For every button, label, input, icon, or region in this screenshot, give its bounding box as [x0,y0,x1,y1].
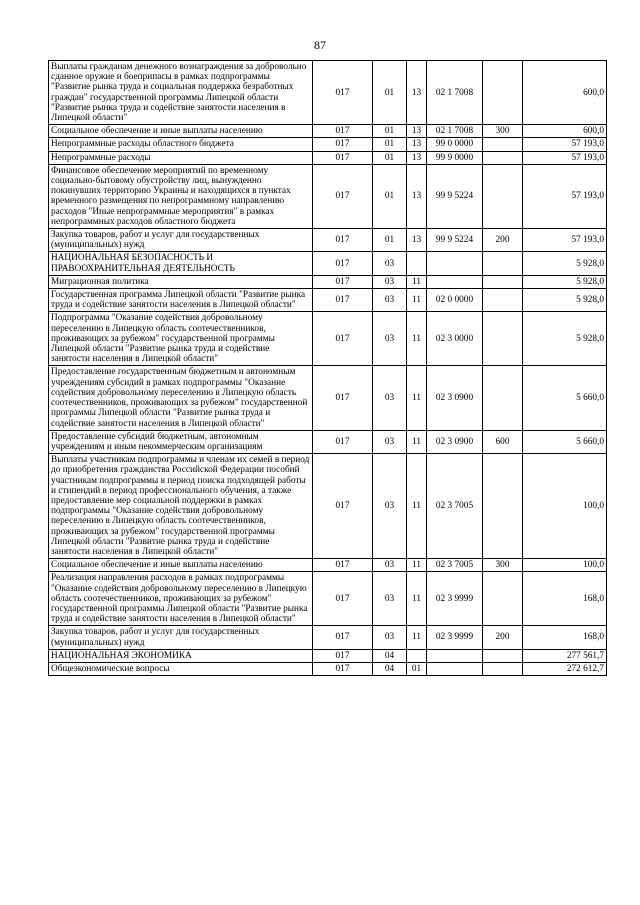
table-row [49,229,607,252]
row-amount: 100,0 [523,559,607,572]
table-row [49,138,607,151]
row-name: Социальное обеспечение и иные выплаты населению [49,125,313,138]
table-row [49,626,607,649]
budget-table [48,60,607,676]
row-pr: 11 [407,289,427,312]
row-amount: 5 928,0 [523,289,607,312]
row-ved: 017 [313,289,373,312]
row-name: НАЦИОНАЛЬНАЯ БЕЗОПАСНОСТЬ И ПРАВООХРАНИТЕЛЬНАЯ ДЕЯТЕЛЬНОСТЬ [49,252,313,275]
row-name: Выплаты гражданам денежного вознаграждения за добровольно сданное оружие и боеприпасы в рамках подпрограммы "Развитие рынка труда и социальная поддержка безработных граждан" государственной программы Липецкой области "Развитие рынка труда и содействие занятости населения в Липецкой области" [49,61,313,125]
row-rz: 03 [373,454,407,559]
row-name: Государственная программа Липецкой области "Развитие рынка труда и содействие занятости населения в Липецкой области" [49,289,313,312]
row-amount: 5 660,0 [523,366,607,430]
row-vr [483,164,523,228]
row-csr [427,252,483,275]
row-amount: 5 928,0 [523,312,607,366]
row-csr: 02 0 0000 [427,289,483,312]
row-pr: 13 [407,125,427,138]
row-name: Предоставление субсидий бюджетным, автономным учреждениям и иным некоммерческим организациям [49,430,313,453]
row-pr: 11 [407,366,427,430]
row-ved: 017 [313,252,373,275]
table-row [49,572,607,626]
row-vr: 200 [483,229,523,252]
row-rz: 03 [373,275,407,288]
row-csr: 02 3 0000 [427,312,483,366]
table-row [49,366,607,430]
row-csr: 02 3 7005 [427,454,483,559]
row-ved: 017 [313,125,373,138]
row-amount: 5 928,0 [523,275,607,288]
row-name: Непрограммные расходы [49,151,313,164]
row-pr: 01 [407,662,427,675]
row-ved: 017 [313,572,373,626]
row-pr: 13 [407,164,427,228]
row-ved: 017 [313,454,373,559]
row-csr: 02 1 7008 [427,125,483,138]
row-vr: 300 [483,559,523,572]
row-vr [483,289,523,312]
row-ved: 017 [313,430,373,453]
row-csr: 02 1 7008 [427,61,483,125]
table-row [49,125,607,138]
row-pr: 13 [407,151,427,164]
row-rz: 03 [373,312,407,366]
table-row [49,649,607,662]
table-row [49,454,607,559]
row-vr [483,366,523,430]
row-pr: 13 [407,229,427,252]
row-pr: 11 [407,626,427,649]
row-rz: 03 [373,252,407,275]
row-ved: 017 [313,138,373,151]
row-amount: 5 928,0 [523,252,607,275]
row-vr [483,61,523,125]
row-csr [427,662,483,675]
row-rz: 01 [373,125,407,138]
row-rz: 01 [373,138,407,151]
row-pr [407,252,427,275]
row-ved: 017 [313,151,373,164]
row-csr: 02 3 7005 [427,559,483,572]
row-rz: 01 [373,229,407,252]
table-row [49,252,607,275]
row-pr: 11 [407,572,427,626]
row-name: Выплаты участникам подпрограммы и членам их семей в период до приобретения гражданства Российской Федерации пособий участникам подпрограммы в период поиска подходящей работы и стипендий в период профессионального обучения, а также предоставление мер социальной поддержки в рамках подпрограммы "Оказание содействия добровольному переселению в Липецкую область соотечественников, проживающих за рубежом" государственной программы Липецкой области "Развитие рынка труда и содействие занятости населения в Липецкой области" [49,454,313,559]
row-rz: 04 [373,649,407,662]
row-ved: 017 [313,366,373,430]
row-rz: 01 [373,151,407,164]
row-amount: 5 660,0 [523,430,607,453]
table-row [49,151,607,164]
row-vr [483,312,523,366]
row-ved: 017 [313,626,373,649]
row-csr: 99 0 0000 [427,138,483,151]
row-pr: 13 [407,61,427,125]
row-vr [483,662,523,675]
row-name: Непрограммные расходы областного бюджета [49,138,313,151]
row-amount: 57 193,0 [523,229,607,252]
row-name: Финансовое обеспечение мероприятий по временному социально-бытовому обустройству лиц, вынужденно покинувших территорию Украины и находящихся в пунктах временного размещения по непрограммному направлению расходов "Иные непрограммные мероприятия" в рамках непрограммных расходов областного бюджета [49,164,313,228]
row-pr: 11 [407,312,427,366]
row-amount: 100,0 [523,454,607,559]
row-ved: 017 [313,164,373,228]
table-row [49,559,607,572]
row-vr: 600 [483,430,523,453]
row-name: Реализация направления расходов в рамках подпрограммы "Оказание содействия добровольному переселению в Липецкую область соотечественников, проживающих за рубежом" государственной программы Липецкой области "Развитие рынка труда и содействие занятости населения в Липецкой области" [49,572,313,626]
row-ved: 017 [313,229,373,252]
row-vr [483,454,523,559]
row-amount: 600,0 [523,61,607,125]
row-csr [427,649,483,662]
row-amount: 57 193,0 [523,151,607,164]
table-row [49,61,607,125]
row-rz: 01 [373,61,407,125]
row-amount: 57 193,0 [523,164,607,228]
row-amount: 272 612,7 [523,662,607,675]
row-name: Предоставление государственным бюджетным и автономным учреждениям субсидий в рамках подпрограммы "Оказание содействия добровольному переселению в Липецкую область соотечественников, проживающих за рубежом" государственной программы Липецкой области "Развитие рынка труда и содействие занятости населения в Липецкой области" [49,366,313,430]
row-name: Социальное обеспечение и иные выплаты населению [49,559,313,572]
row-csr: 02 3 0900 [427,430,483,453]
row-pr: 11 [407,559,427,572]
table-row [49,164,607,228]
row-rz: 04 [373,662,407,675]
row-rz: 03 [373,366,407,430]
row-csr [427,275,483,288]
page-number: 87 [314,38,326,52]
row-vr [483,275,523,288]
row-name: Миграционная политика [49,275,313,288]
row-ved: 017 [313,61,373,125]
row-name: Закупка товаров, работ и услуг для государственных (муниципальных) нужд [49,229,313,252]
row-vr [483,151,523,164]
row-csr: 02 3 9999 [427,626,483,649]
row-csr: 99 9 0000 [427,151,483,164]
table-row [49,289,607,312]
row-vr [483,572,523,626]
row-name: НАЦИОНАЛЬНАЯ ЭКОНОМИКА [49,649,313,662]
table-row [49,275,607,288]
row-amount: 168,0 [523,572,607,626]
row-pr: 11 [407,275,427,288]
row-csr: 02 3 0900 [427,366,483,430]
table-row [49,662,607,675]
row-pr [407,649,427,662]
row-name: Подпрограмма "Оказание содействия добровольному переселению в Липецкую область соотечественников, проживающих за рубежом" государственной программы Липецкой области "Развитие рынка труда и содействие занятости населения в Липецкой области" [49,312,313,366]
row-ved: 017 [313,662,373,675]
row-ved: 017 [313,649,373,662]
row-vr: 300 [483,125,523,138]
row-rz: 03 [373,289,407,312]
row-ved: 017 [313,312,373,366]
row-amount: 57 193,0 [523,138,607,151]
row-rz: 03 [373,626,407,649]
row-vr [483,649,523,662]
row-pr: 11 [407,430,427,453]
row-amount: 600,0 [523,125,607,138]
row-csr: 99 9 5224 [427,229,483,252]
row-vr [483,138,523,151]
row-amount: 277 561,7 [523,649,607,662]
table-row [49,430,607,453]
row-name: Закупка товаров, работ и услуг для государственных (муниципальных) нужд [49,626,313,649]
table-row [49,312,607,366]
row-ved: 017 [313,559,373,572]
row-rz: 03 [373,572,407,626]
row-csr: 02 3 9999 [427,572,483,626]
row-amount: 168,0 [523,626,607,649]
row-ved: 017 [313,275,373,288]
row-rz: 01 [373,164,407,228]
row-csr: 99 9 5224 [427,164,483,228]
row-vr [483,252,523,275]
row-rz: 03 [373,430,407,453]
row-rz: 03 [373,559,407,572]
row-vr: 200 [483,626,523,649]
row-pr: 13 [407,138,427,151]
row-pr: 11 [407,454,427,559]
row-name: Общеэкономические вопросы [49,662,313,675]
